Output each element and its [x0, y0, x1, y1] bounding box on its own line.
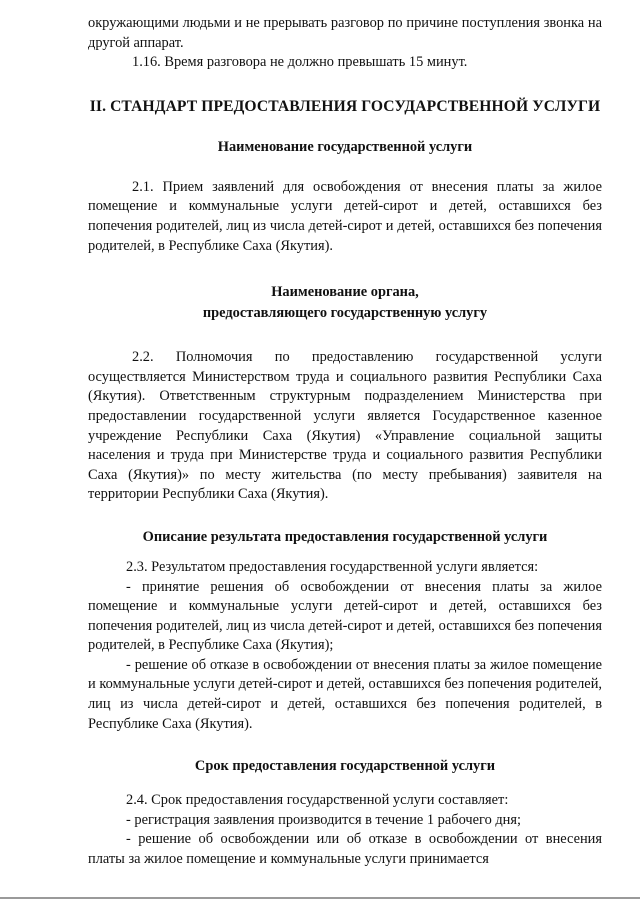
heading-result-description: Описание результата предоставления государственной услуги [142, 528, 548, 545]
paragraph-2-2: 2.2. Полномочия по предоставлению государственной услуги осуществляется Министерством труда и социального развития Республики Саха (Якутия). Ответственным структурным подразделением Министерства при предоставлении государственной услуги является Государственное казенное учреждение Республики Саха (Якутия) «Управление социальной защиты населения и труда при Министерстве труда и социального развития Республики Саха (Якутия)» по месту жительства (по месту пребывания) заявителя на территории Республики Саха (Якутия). [88, 349, 602, 503]
paragraph-2-4: 2.4. Срок предоставления государственной услуги составляет: [126, 792, 509, 809]
paragraph-2-3-item-2: - решение об отказе в освобождении от внесения платы за жилое помещение и коммунальные услуги детей-сирот и детей, оставшихся без попечения родителей, лиц из числа детей-сирот и детей, оставшихся без попечения родителей, в Республике Саха (Якутия). [88, 656, 602, 732]
heading-authority-line-2: предоставляющего государственную услугу [202, 305, 488, 322]
intro-paragraph-1-16: 1.16. Время разговора не должно превышать 15 минут. [132, 54, 468, 71]
page-bottom-edge [0, 897, 640, 899]
heading-authority-line-1: Наименование органа, [271, 284, 419, 301]
paragraph-2-4-item-2: - решение об освобождении или об отказе в освобождении от внесения платы за жилое помещение и коммунальные услуги принимается [88, 831, 602, 868]
paragraph-2-1: 2.1. Прием заявлений для освобождения от внесения платы за жилое помещение и коммунальные услуги детей-сирот и детей, оставшихся без попечения родителей, лиц из числа детей-сирот и детей, оставшихся без попечения родителей, в Республике Саха (Якутия). [88, 178, 602, 254]
heading-service-name: Наименование государственной услуги [217, 138, 473, 155]
section-title: II. СТАНДАРТ ПРЕДОСТАВЛЕНИЯ ГОСУДАРСТВЕННОЙ УСЛУГИ [89, 97, 601, 115]
heading-authority [88, 282, 602, 324]
paragraph-2-4-item-1: - регистрация заявления производится в течение 1 рабочего дня; [126, 811, 522, 828]
heading-service-term: Срок предоставления государственной услуги [194, 758, 496, 775]
paragraph-2-3: 2.3. Результатом предоставления государственной услуги является: [126, 558, 539, 575]
paragraph-2-3-item-1: - принятие решения об освобождении от внесения платы за жилое помещение и коммунальные услуги детей-сирот и детей, оставшихся без попечения родителей, лиц из числа детей-сирот и детей, оставшихся без попечения родителей, в Республике Саха (Якутия); [88, 578, 602, 654]
intro-paragraph-continued: окружающими людьми и не прерывать разговор по причине поступления звонка на другой аппарат. [88, 15, 602, 51]
